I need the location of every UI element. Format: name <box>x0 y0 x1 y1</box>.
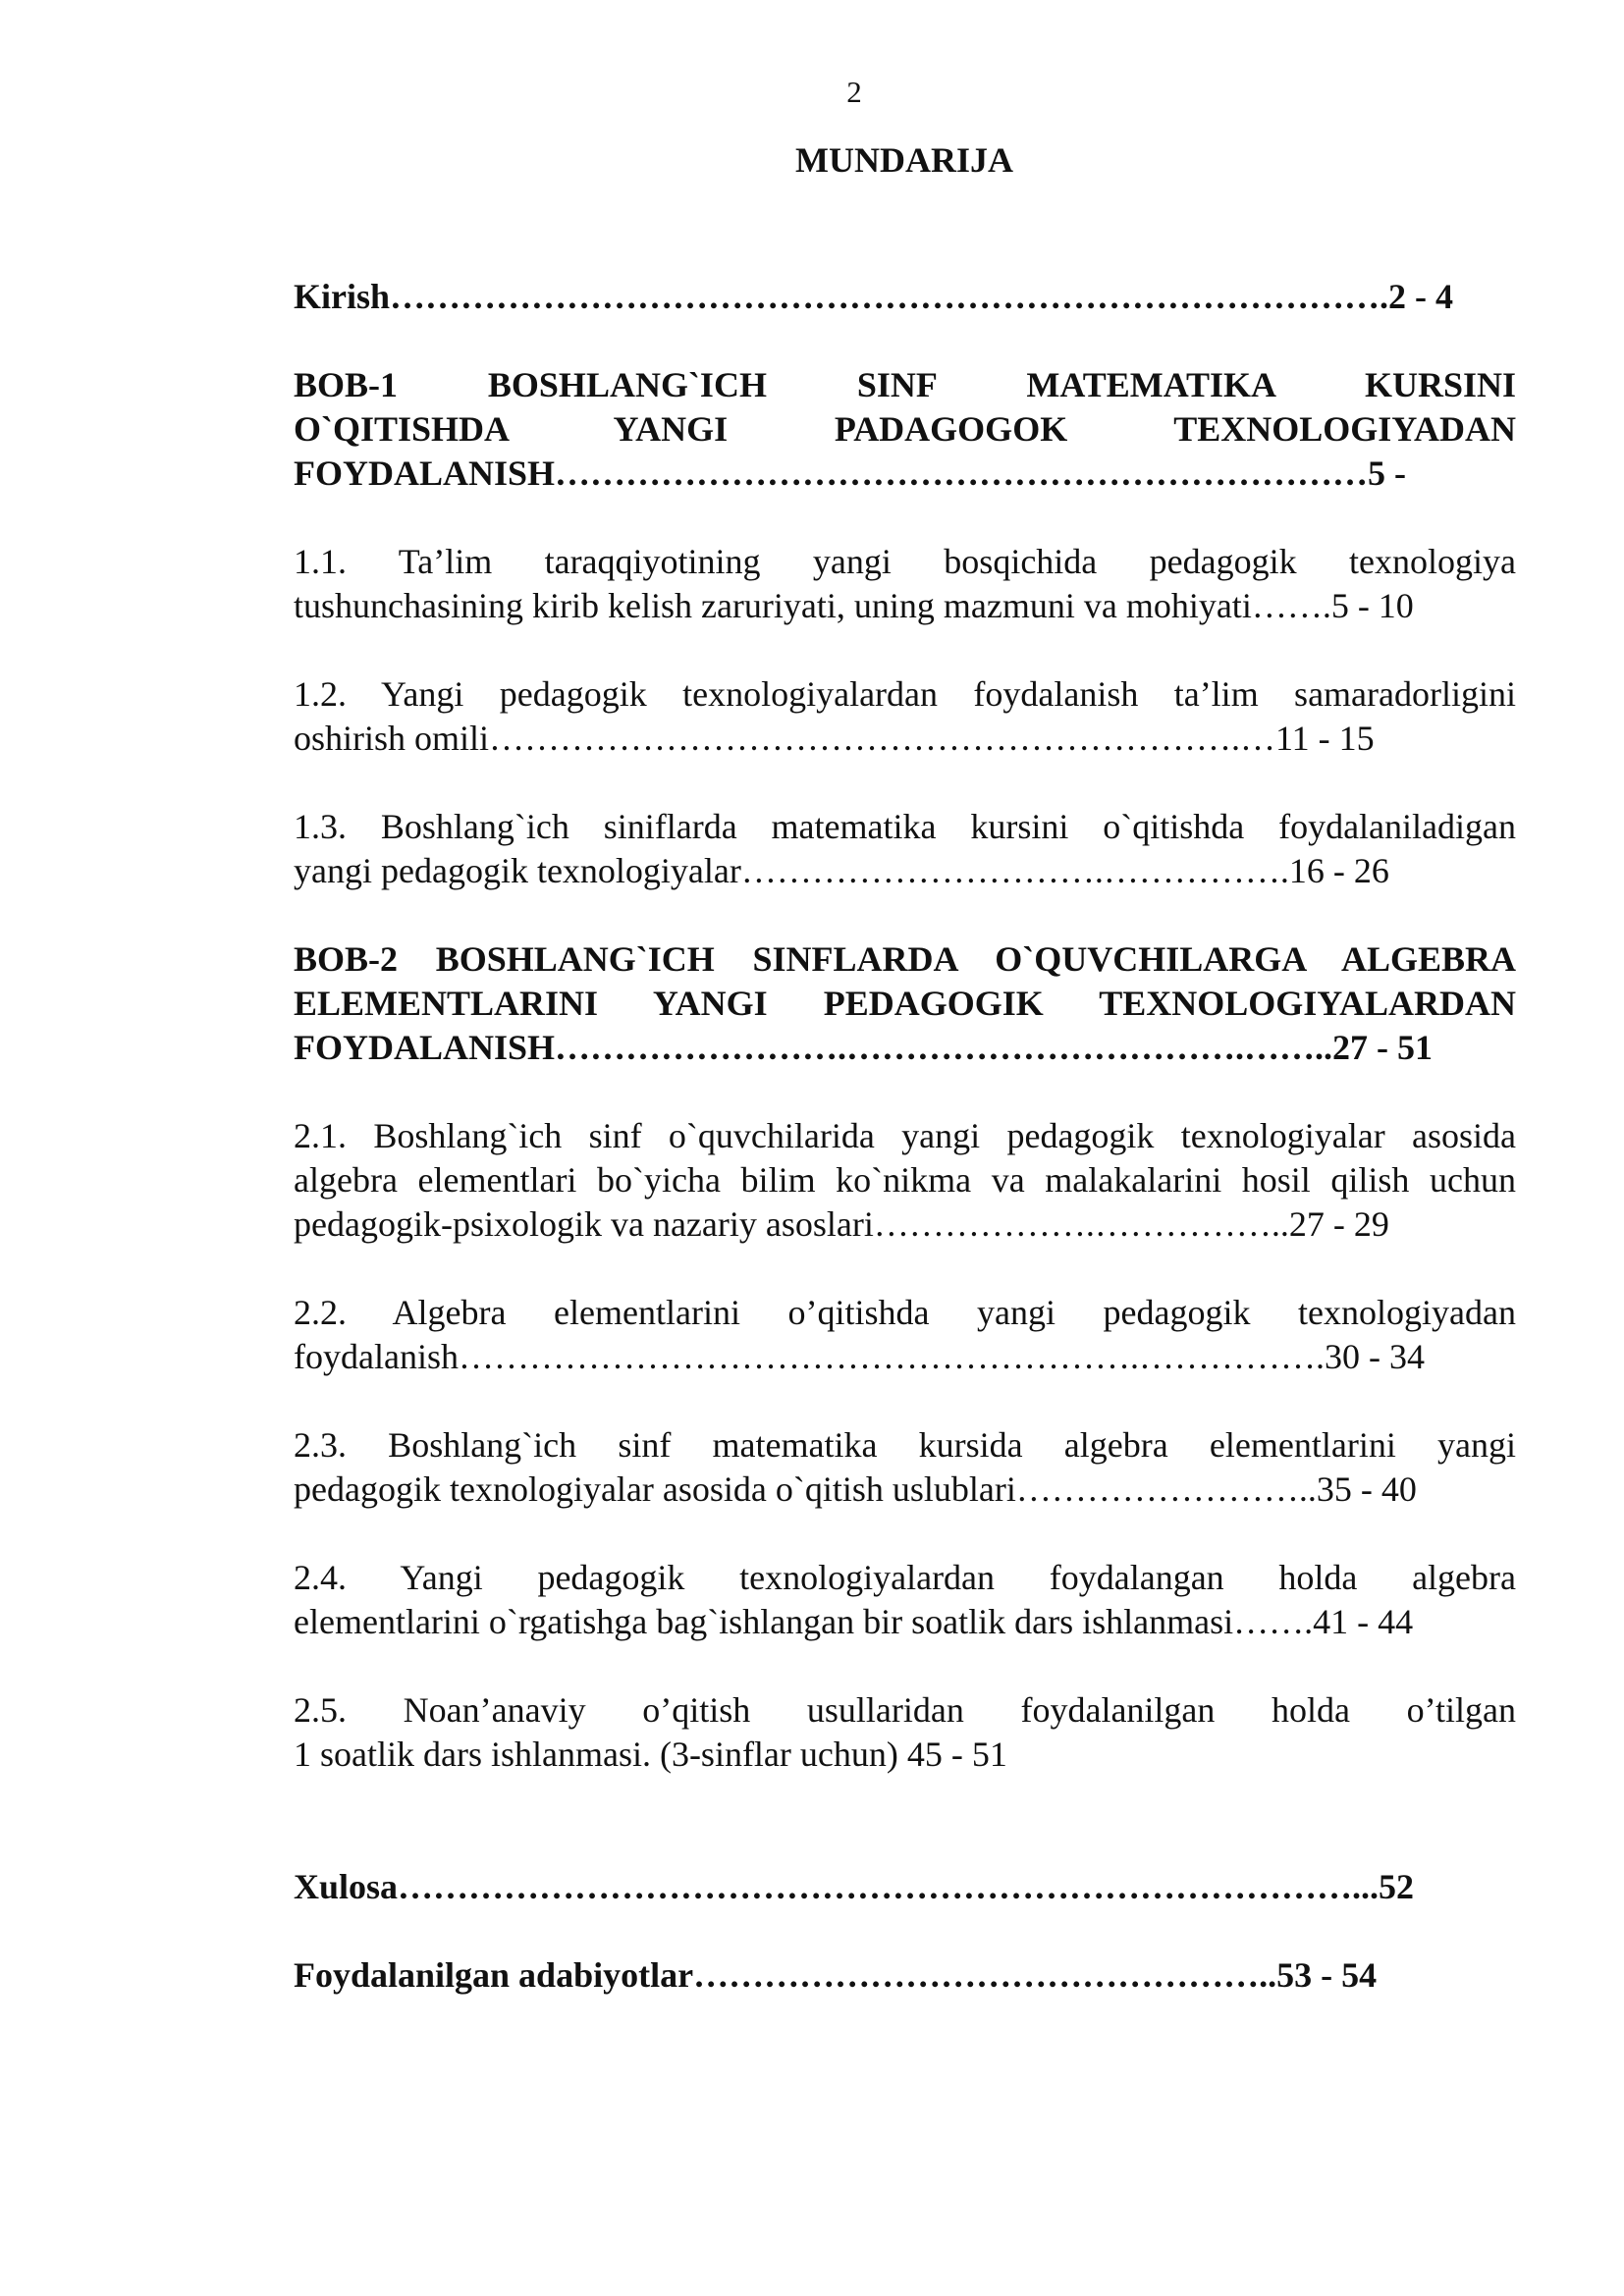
toc-entry-bob2 <box>294 937 1516 1070</box>
toc-line: algebra elementlari bo`yicha bilim ko`nikma va malakalarini hosil qilish uchun <box>294 1160 1516 1200</box>
toc-entry-2-2 <box>294 1291 1516 1379</box>
toc-entry-bob1 <box>294 363 1516 496</box>
toc-line: FOYDALANISH……………………………………………………………5 - <box>294 454 1407 493</box>
toc-entry-2-4 <box>294 1556 1516 1644</box>
toc-line: elementlarini o`rgatishga bag`ishlangan bir soatlik dars ishlanmasi…….41 - 44 <box>294 1602 1414 1641</box>
toc-line: oshirish omili……………………………………………………….…11 - 15 <box>294 719 1375 758</box>
toc-entry-1-1 <box>294 540 1516 628</box>
toc-line: yangi pedagogik texnologiyalar………………………….…………….16 - 26 <box>294 851 1389 890</box>
toc-line: 2.3. Boshlang`ich sinf matematika kursida algebra elementlarini yangi <box>294 1425 1516 1465</box>
toc-line: FOYDALANISH…………………….…………………………….……..27 - 51 <box>294 1028 1434 1067</box>
page-number: 2 <box>846 75 862 109</box>
toc-entry-1-2 <box>294 672 1516 761</box>
toc-line: Foydalanilgan adabiyotlar…………………………………………..53 - 54 <box>294 1955 1378 1995</box>
toc-line: 2.2. Algebra elementlarini o’qitishda yangi pedagogik texnologiyadan <box>294 1293 1516 1332</box>
toc-line: 2.5. Noan’anaviy o’qitish usullaridan foydalanilgan holda o’tilgan <box>294 1690 1516 1730</box>
toc-line: 2.4. Yangi pedagogik texnologiyalardan foydalangan holda algebra <box>294 1558 1516 1597</box>
toc-line: ELEMENTLARINI YANGI PEDAGOGIK TEXNOLOGIYALARDAN <box>294 984 1516 1023</box>
toc-entry-2-5 <box>294 1688 1516 1777</box>
toc-line: Xulosa………………………………………………………………………...52 <box>294 1867 1415 1906</box>
toc-line: Kirish………………………………………………………………………….2 - 4 <box>294 277 1454 316</box>
toc-entry-xulosa <box>294 1865 1516 1909</box>
toc-line: tushunchasining kirib kelish zaruriyati, uning mazmuni va mohiyati…….5 - 10 <box>294 586 1414 625</box>
toc-line: O`QITISHDA YANGI PADAGOGOK TEXNOLOGIYADAN <box>294 409 1516 449</box>
toc-title: MUNDARIJA <box>795 140 1013 180</box>
toc-entry-kirish <box>294 275 1516 319</box>
toc-line <box>294 1733 1516 1777</box>
toc-line-text: 1 soatlik dars ishlanmasi. (3-sinflar uchun) <box>294 1735 898 1774</box>
toc-line: 1.3. Boshlang`ich siniflarda matematika kursini o`qitishda foydalaniladigan <box>294 807 1516 846</box>
toc-entry-2-3 <box>294 1423 1516 1512</box>
toc-line: 1.2. Yangi pedagogik texnologiyalardan foydalanish ta’lim samaradorligini <box>294 674 1516 714</box>
toc-line: pedagogik texnologiyalar asosida o`qitish uslublari……………………..35 - 40 <box>294 1469 1417 1509</box>
toc-entry-adabiyotlar <box>294 1953 1516 1998</box>
toc-line: pedagogik-psixologik va nazariy asoslari……………….……………..27 - 29 <box>294 1204 1389 1244</box>
toc-line: foydalanish………………………………………………….…………….30 - 34 <box>294 1337 1425 1376</box>
toc-line: 2.1. Boshlang`ich sinf o`quvchilarida yangi pedagogik texnologiyalar asosida <box>294 1116 1516 1155</box>
toc-line: BOB-1 BOSHLANG`ICH SINF MATEMATIKA KURSINI <box>294 365 1516 404</box>
toc-page-range: 45 - 51 <box>906 1735 1007 1774</box>
toc-entry-1-3 <box>294 805 1516 893</box>
toc-entry-2-1 <box>294 1114 1516 1247</box>
toc-line: BOB-2 BOSHLANG`ICH SINFLARDA O`QUVCHILARGA ALGEBRA <box>294 939 1516 979</box>
toc-line: 1.1. Ta’lim taraqqiyotining yangi bosqichida pedagogik texnologiya <box>294 542 1516 581</box>
